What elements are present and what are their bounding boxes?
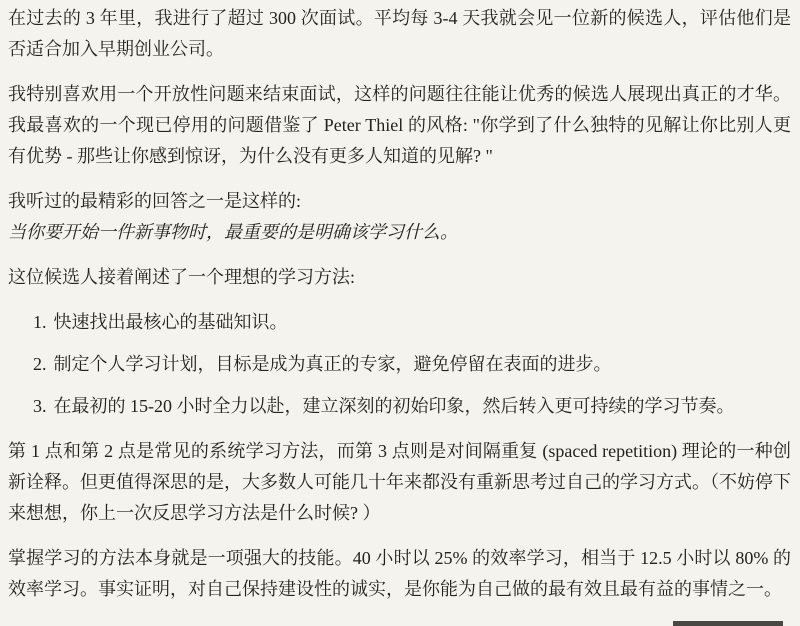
best-answer-intro-line: 我听过的最精彩的回答之一是这样的:	[8, 191, 301, 211]
paragraph-method-intro: 这位候选人接着阐述了一个理想的学习方法:	[8, 267, 355, 287]
list-item-number: 3.	[33, 396, 47, 416]
list-item-number: 2.	[33, 354, 47, 374]
learning-method-list	[8, 307, 791, 422]
list-item	[33, 391, 791, 422]
paragraph-spaced-repetition: 第 1 点和第 2 点是常见的系统学习方法，而第 3 点则是对间隔重复 (spaced repetition) 理论的一种创新诠释。但更值得深思的是，大多数人可能几十年来都没有重新思考过自己的学习方式。（不妨停下来想想，你上一次反思学习方法是什么时候? ）	[8, 441, 791, 523]
bottom-edge-cutoff-element	[673, 621, 783, 626]
list-item-text: 在最初的 15-20 小时全力以赴，建立深刻的初始印象，然后转入更可持续的学习节奏。	[53, 396, 735, 416]
best-answer-quote-line: 当你要开始一件新事物时，最重要的是明确该学习什么。	[8, 222, 458, 242]
list-item	[33, 307, 791, 338]
paragraph-interview-intro: 在过去的 3 年里，我进行了超过 300 次面试。平均每 3-4 天我就会见一位新的候选人，评估他们是否适合加入早期创业公司。	[8, 8, 791, 59]
paragraph-favorite-question: 我特别喜欢用一个开放性问题来结束面试，这样的问题往往能让优秀的候选人展现出真正的才华。我最喜欢的一个现已停用的问题借鉴了 Peter Thiel 的风格: "你学到了什么独特的见解让你比别人更有优势 - 那些让你感到惊讶，为什么没有更多人知道的见解? "	[8, 84, 791, 166]
paragraph-best-answer	[8, 186, 791, 248]
list-item-text: 快速找出最核心的基础知识。	[53, 312, 288, 332]
list-item-number: 1.	[33, 312, 47, 332]
list-item-text: 制定个人学习计划，目标是成为真正的专家，避免停留在表面的进步。	[53, 354, 612, 374]
paragraph-conclusion: 掌握学习的方法本身就是一项强大的技能。40 小时以 25% 的效率学习，相当于 12.5 小时以 80% 的效率学习。事实证明，对自己保持建设性的诚实，是你能为自己做的最有效且最有益的事情之一。	[8, 548, 791, 599]
list-item	[33, 349, 791, 380]
